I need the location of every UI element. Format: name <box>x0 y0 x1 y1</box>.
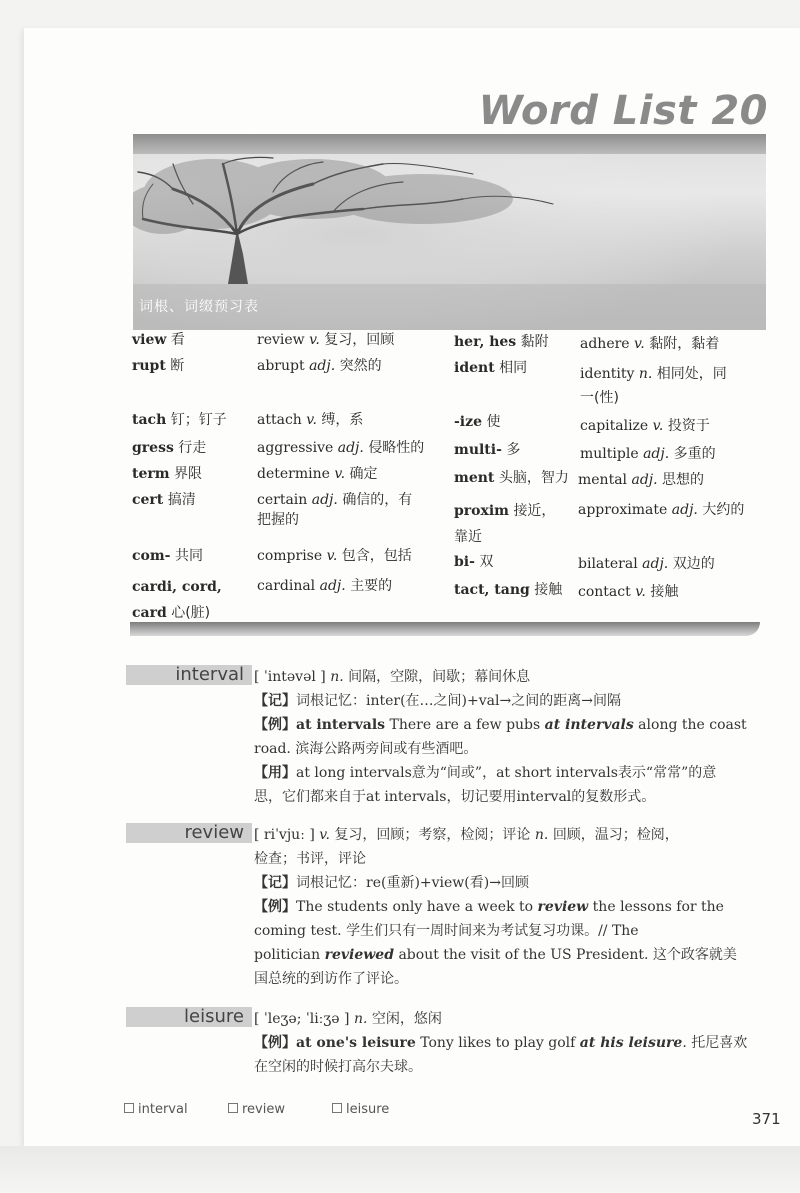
example-attach: attach v. 缚，系 <box>257 412 364 428</box>
leisure-example: 【例】at one's leisure Tony likes to play golf at his leisure. 托尼喜欢 <box>254 1035 748 1051</box>
example-approximate: approximate adj. 大约的 <box>578 502 745 518</box>
root-tact: tact, tang 接触 <box>454 582 563 598</box>
entry-interval <box>254 665 760 809</box>
interval-usage-cont: 思，它们都来自于at intervals，切记要用interval的复数形式。 <box>254 789 656 805</box>
root-bi: bi- 双 <box>454 554 494 570</box>
example-review: review v. 复习，回顾 <box>257 332 395 348</box>
example-comprise: comprise v. 包含，包括 <box>257 548 412 564</box>
example-identity: identity n. 相同处，同 一(性) <box>580 366 727 406</box>
review-definition-cont: 检查；书评，评论 <box>254 851 366 867</box>
footer-word-review[interactable]: review <box>228 1102 285 1117</box>
banner-label: 词根、词缀预习表 <box>139 299 259 315</box>
root-ident: ident 相同 <box>454 360 528 376</box>
headword-leisure: leisure <box>126 1007 252 1027</box>
root-term: term 界限 <box>132 466 203 482</box>
example-adhere: adhere v. 黏附，黏着 <box>580 336 720 352</box>
root-affix-table <box>130 330 766 628</box>
review-memory: 【记】词根记忆：re(重新)+view(看)→回顾 <box>254 875 529 891</box>
page-number: 371 <box>752 1110 781 1128</box>
example-mental: mental adj. 思想的 <box>578 472 705 488</box>
interval-definition: [ ˈintəvəl ] n. 间隔，空隙，间歇；幕间休息 <box>254 669 531 685</box>
root-ment: ment 头脑，智力 <box>454 470 569 486</box>
root-her: her, hes 黏附 <box>454 334 549 350</box>
review-example-line2: coming test. 学生们只有一周时间来为考试复习功课。// The <box>254 923 639 939</box>
root-cardi: cardi, cord, card 心(脏) <box>132 579 222 621</box>
leisure-example-cont: 在空闲的时候打高尔夫球。 <box>254 1059 422 1075</box>
example-certain: certain adj. 确信的，有 把握的 <box>257 492 413 528</box>
example-multiple: multiple adj. 多重的 <box>580 446 716 462</box>
example-abrupt: abrupt adj. 突然的 <box>257 358 382 374</box>
example-bilateral: bilateral adj. 双边的 <box>578 556 715 572</box>
banner-image <box>133 134 766 330</box>
review-example-line4: 国总统的到访作了评论。 <box>254 971 408 987</box>
checkbox-icon[interactable] <box>124 1103 134 1113</box>
root-com: com- 共同 <box>132 548 203 564</box>
scan-shadow <box>0 1146 800 1193</box>
root-rupt: rupt 断 <box>132 358 185 374</box>
root-ize: -ize 使 <box>454 414 501 430</box>
root-view: view 看 <box>132 332 185 348</box>
page-title: Word List 20 <box>478 88 768 134</box>
root-cert: cert 搞清 <box>132 492 196 508</box>
leisure-definition: [ ˈleʒə; ˈliːʒə ] n. 空闲，悠闲 <box>254 1011 442 1027</box>
footer-word-leisure[interactable]: leisure <box>332 1102 389 1117</box>
example-aggressive: aggressive adj. 侵略性的 <box>257 440 425 456</box>
review-definition: [ riˈvjuː ] v. 复习，回顾；考察，检阅；评论 n. 回顾，温习；检阅， <box>254 827 679 843</box>
review-example-line3: politician reviewed about the visit of the US President. 这个政客就美 <box>254 947 737 963</box>
interval-usage: 【用】at long intervals意为“间或”，at short intervals表示“常常”的意 <box>254 765 717 781</box>
root-gress: gress 行走 <box>132 440 207 456</box>
example-contact: contact v. 接触 <box>578 584 679 600</box>
interval-memory: 【记】词根记忆：inter(在…之间)+val→之间的距离→间隔 <box>254 693 621 709</box>
example-cardinal: cardinal adj. 主要的 <box>257 578 393 594</box>
root-tach: tach 钉；钉子 <box>132 412 227 428</box>
root-multi: multi- 多 <box>454 442 521 458</box>
root-proxim: proxim 接近， 靠近 <box>454 503 556 545</box>
checkbox-icon[interactable] <box>228 1103 238 1113</box>
example-determine: determine v. 确定 <box>257 466 378 482</box>
entry-leisure <box>254 1007 760 1079</box>
table-bottom-bar <box>130 622 760 636</box>
review-example: 【例】The students only have a week to review the lessons for the <box>254 899 724 915</box>
interval-example-cont: road. 滨海公路两旁间或有些酒吧。 <box>254 741 478 757</box>
interval-example: 【例】at intervals There are a few pubs at intervals along the coast <box>254 717 747 733</box>
entry-review <box>254 823 760 991</box>
checkbox-icon[interactable] <box>332 1103 342 1113</box>
headword-interval: interval <box>126 665 252 685</box>
headword-review: review <box>126 823 252 843</box>
example-capitalize: capitalize v. 投资于 <box>580 418 710 434</box>
footer-word-interval[interactable]: interval <box>124 1102 188 1117</box>
